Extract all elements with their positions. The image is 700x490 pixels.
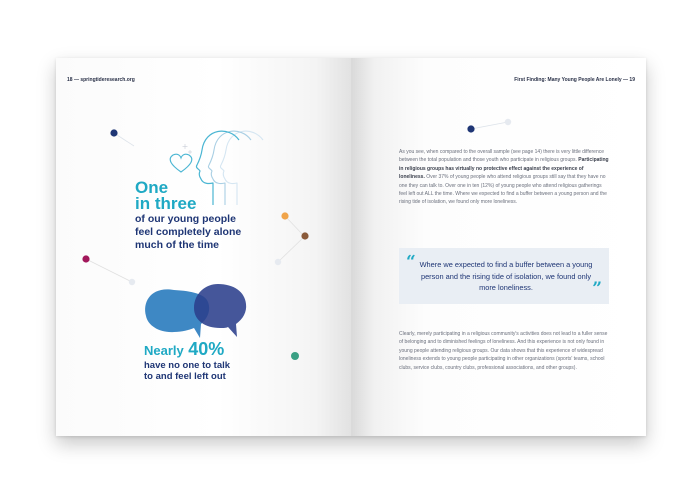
connector-line xyxy=(285,216,304,236)
paragraph-emphasis: Participating in religious groups has virtually no protective effect against the experience of loneliness. xyxy=(399,157,609,181)
stat-lead-line: in three xyxy=(135,194,197,213)
stat-nearly-forty xyxy=(144,340,230,382)
right-page-decoration xyxy=(351,58,646,436)
grey-dot xyxy=(275,259,281,265)
right-page xyxy=(351,58,646,436)
orange-dot xyxy=(281,212,288,219)
stat-text-line: much of the time xyxy=(135,239,220,251)
sparkle-icon xyxy=(183,144,193,154)
body-paragraph-1 xyxy=(399,148,609,207)
left-page xyxy=(56,58,351,436)
stat-percent: 40% xyxy=(188,339,225,359)
stat-text-line: feel completely alone xyxy=(135,226,242,238)
stat-text-line: to and feel left out xyxy=(144,371,226,382)
magenta-dot xyxy=(82,255,89,262)
connector-line xyxy=(86,259,132,282)
pull-quote xyxy=(399,248,609,304)
left-running-head: 18 — springtideresearch.org xyxy=(67,77,135,83)
paragraph-text: Over 37% of young people who attend religious groups still say that they have no one they can talk to. Over one in ten (12%) of young people who attend religious gatherings feel left out ALL the time. Where we expected to find a buffer between a young person and the rising tide of isolation, we found only more loneliness. xyxy=(399,174,607,206)
paragraph-text: As you see, when compared to the overall sample (see page 14) there is very little difference between the total population and those youth who participate in religious groups. xyxy=(399,149,605,164)
magazine-spread xyxy=(56,58,646,436)
stat-text-line: have no one to talk xyxy=(144,360,231,371)
heart-icon xyxy=(170,154,192,172)
grey-dot xyxy=(129,279,135,285)
green-dot xyxy=(291,352,299,360)
navy-dot xyxy=(110,129,117,136)
stat-text-line: of our young people xyxy=(135,213,236,225)
stat-lead-line: One xyxy=(135,178,169,197)
brown-dot xyxy=(301,232,308,239)
navy-dot xyxy=(467,125,474,132)
connector-line xyxy=(278,236,305,262)
close-quote-icon: ” xyxy=(592,279,602,299)
open-quote-icon: “ xyxy=(406,252,416,272)
stat-one-in-three xyxy=(135,180,241,252)
right-running-head: First Finding: Many Young People Are Lonely — 19 xyxy=(514,77,635,83)
connector-line xyxy=(471,122,508,129)
stat-prefix: Nearly xyxy=(144,343,184,358)
grey-dot xyxy=(505,119,511,125)
body-paragraph-2: Clearly, merely participating in a religious community's activities does not lead to a fuller sense of belonging and to diminished feelings of loneliness. And this experience is not only found in young people attending religious groups. Our data shows that this experience of widespread loneliness extends to young people participating in other organizations (sports' teams, school clubs, service clubs, country clubs, professional associations, and other groups). xyxy=(399,331,608,371)
pull-quote-text: Where we expected to find a buffer between a young person and the rising tide of isolation, we found only more loneliness. xyxy=(419,260,593,292)
speech-bubbles-icon xyxy=(145,284,246,338)
